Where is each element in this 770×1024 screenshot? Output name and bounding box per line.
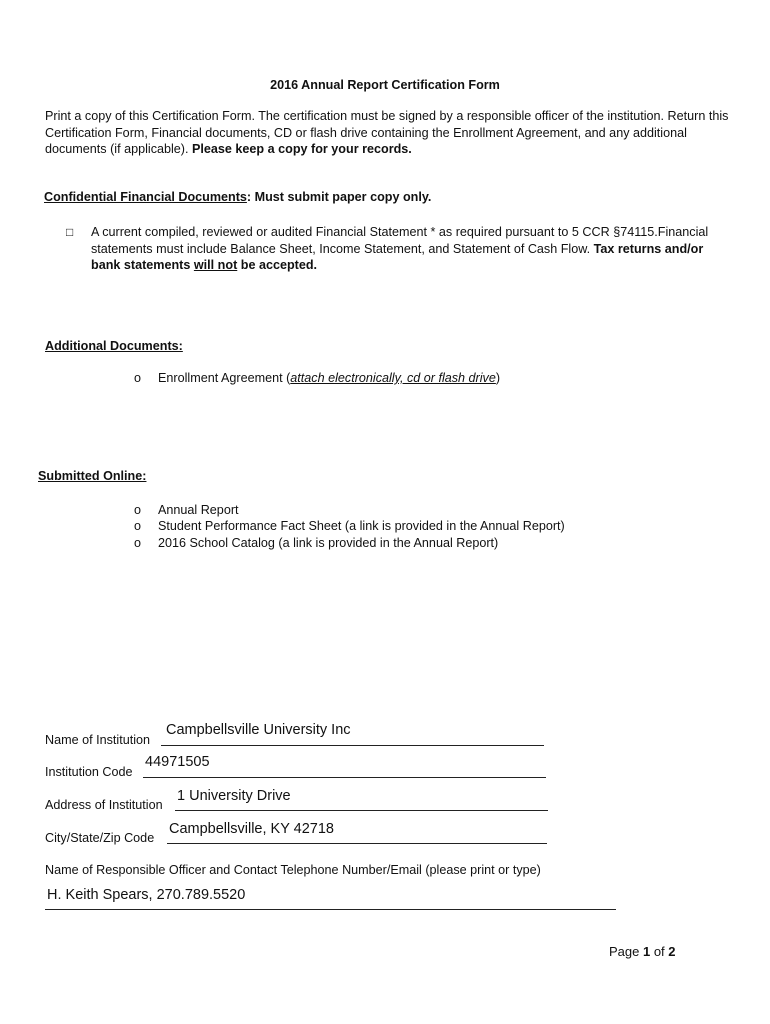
additional-heading: Additional Documents: <box>45 339 183 353</box>
enrollment-agreement-suffix: ) <box>495 371 501 385</box>
financial-statement-desc: A current compiled, reviewed or audited Financial Statement * as required pursuant to 5 CCR §74115.Financial statements must include Balance Sheet, Income Statement, and Statement of Cash Flow. <box>91 225 709 256</box>
confidential-heading-label: Confidential Financial Documents <box>44 190 247 204</box>
bullet-icon: o <box>134 519 142 533</box>
institution-name-value[interactable]: Campbellsville University Inc <box>166 722 351 738</box>
institution-code-line <box>143 777 546 778</box>
bullet-icon: o <box>134 371 142 385</box>
page-total: 2 <box>668 944 676 959</box>
responsible-officer-line <box>45 909 616 910</box>
page-current: 1 <box>642 944 651 959</box>
intro-paragraph <box>45 108 735 158</box>
list-item <box>134 535 498 552</box>
list-item <box>134 502 239 519</box>
checkbox-icon[interactable]: □ <box>66 225 74 239</box>
tax-returns-suffix: be accepted. <box>237 258 318 272</box>
enrollment-agreement-prefix: Enrollment Agreement ( <box>158 371 291 385</box>
responsible-officer-label: Name of Responsible Officer and Contact Telephone Number/Email (please print or type) <box>45 863 541 877</box>
tax-returns-prefix: Tax returns and/or bank statements <box>91 241 704 272</box>
online-item-fact-sheet: Student Performance Fact Sheet (a link is provided in the Annual Report) <box>158 519 565 533</box>
city-state-zip-label: City/State/Zip Code <box>45 831 155 845</box>
address-label: Address of Institution <box>45 798 163 812</box>
will-not-emphasis: will not <box>193 258 238 272</box>
responsible-officer-field <box>45 862 625 914</box>
intro-bold-note: Please keep a copy for your records. <box>192 142 412 156</box>
financial-statement-text <box>91 224 726 274</box>
page-middle: of <box>650 944 669 959</box>
responsible-officer-value[interactable]: H. Keith Spears, 270.789.5520 <box>47 887 246 903</box>
confidential-heading <box>44 189 431 206</box>
bullet-icon: o <box>134 536 142 550</box>
institution-code-value[interactable]: 44971505 <box>145 754 210 770</box>
institution-name-field <box>45 722 565 752</box>
institution-code-label: Institution Code <box>45 765 133 779</box>
city-state-zip-value[interactable]: Campbellsville, KY 42718 <box>169 821 334 837</box>
online-item-catalog: 2016 School Catalog (a link is provided in the Annual Report) <box>158 536 499 550</box>
list-item <box>134 518 565 535</box>
online-item-annual-report: Annual Report <box>158 503 239 517</box>
address-field <box>45 787 565 817</box>
intro-text: Print a copy of this Certification Form. The certification must be signed by a responsible officer of the institution. Return this Certification Form, Financial documents, CD or flash drive containing the Enrollment Agreement, and any additional documents (if applicable). <box>45 109 729 156</box>
online-heading: Submitted Online: <box>38 469 147 483</box>
enrollment-agreement-item <box>134 370 500 387</box>
address-value[interactable]: 1 University Drive <box>177 788 291 804</box>
page-prefix: Page <box>609 944 643 959</box>
city-state-zip-field <box>45 820 565 850</box>
city-state-zip-line <box>167 843 547 844</box>
confidential-heading-suffix: : Must submit paper copy only. <box>246 190 432 204</box>
institution-name-line <box>161 745 544 746</box>
attach-electronically-note: attach electronically, cd or flash drive <box>290 371 496 385</box>
financial-statement-item <box>66 224 726 274</box>
institution-code-field <box>45 754 565 784</box>
address-line <box>175 810 548 811</box>
institution-name-label: Name of Institution <box>45 733 150 747</box>
bullet-icon: o <box>134 503 142 517</box>
form-title: 2016 Annual Report Certification Form <box>270 78 500 92</box>
page-number <box>609 944 676 961</box>
